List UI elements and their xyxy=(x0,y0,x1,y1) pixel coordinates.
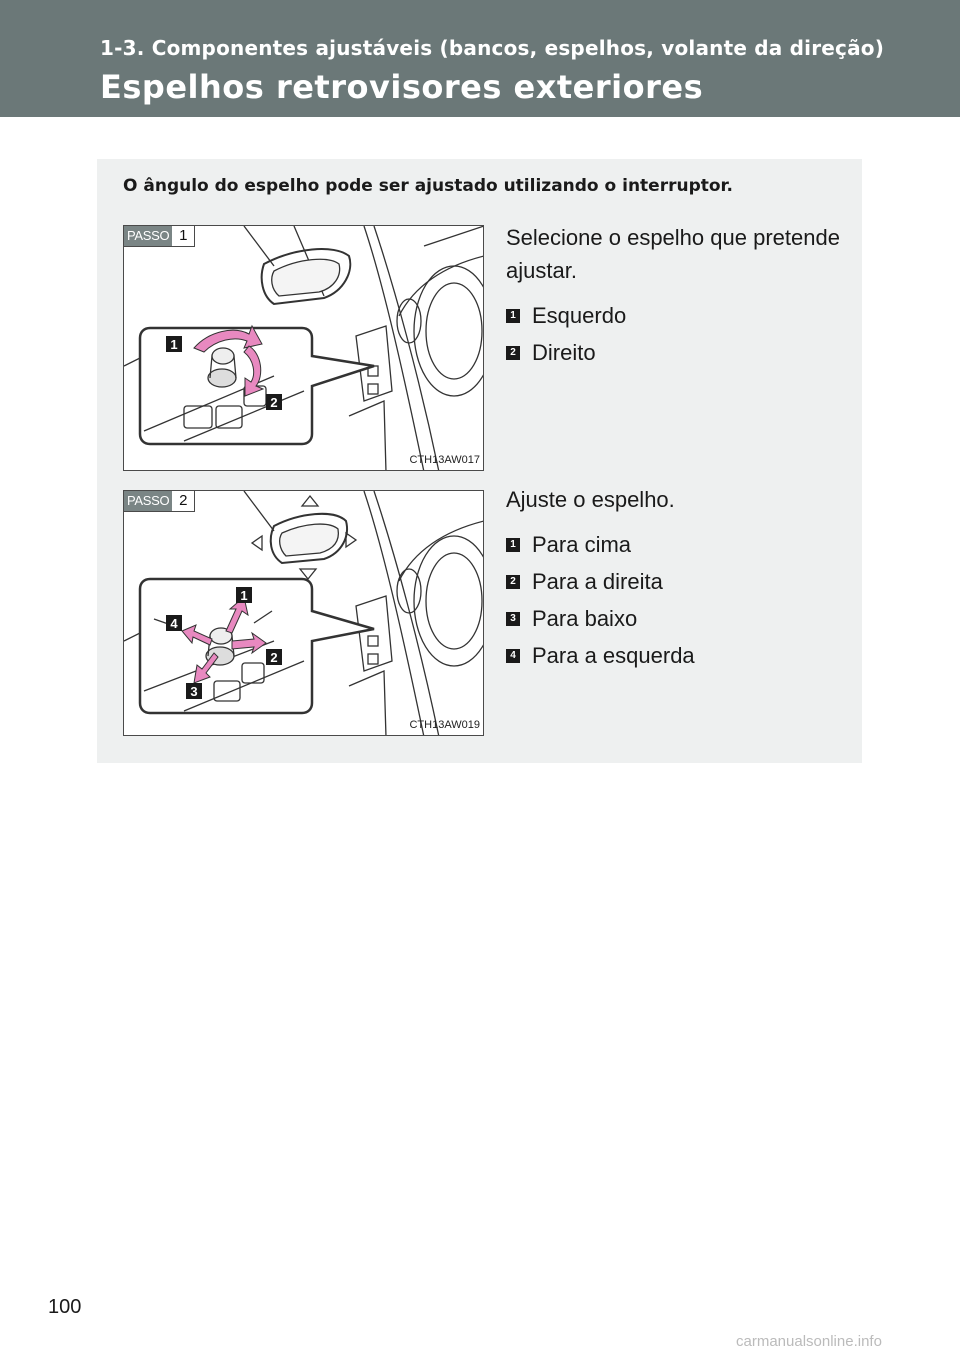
option-badge: 4 xyxy=(506,649,520,663)
option-item xyxy=(506,637,846,674)
step-1-text xyxy=(506,221,846,371)
instruction-panel xyxy=(97,159,862,763)
option-label: Para baixo xyxy=(532,605,638,631)
step-tag xyxy=(124,226,195,247)
step-tag-number: 1 xyxy=(172,226,194,246)
step-tag-word: PASSO xyxy=(124,491,172,511)
step-instruction: Ajuste o espelho. xyxy=(506,487,675,512)
step-1-figure xyxy=(123,225,484,471)
section-title: 1-3. Componentes ajustáveis (bancos, espelhos, volante da direção) xyxy=(100,36,885,60)
callout-label-2: 2 xyxy=(270,650,278,665)
option-label: Direito xyxy=(532,339,596,365)
option-badge: 1 xyxy=(506,309,520,323)
watermark: carmanualsonline.info xyxy=(736,1333,882,1350)
step-tag-number: 2 xyxy=(172,491,194,511)
option-item xyxy=(506,563,846,600)
mirror-select-illustration xyxy=(124,226,484,471)
figure-code: CTH13AW019 xyxy=(409,719,480,731)
option-item xyxy=(506,297,846,334)
callout-label-1: 1 xyxy=(170,337,178,352)
page-title: Espelhos retrovisores exteriores xyxy=(100,68,704,106)
callout-label-3: 3 xyxy=(190,684,198,699)
step-instruction: Selecione o espelho que pretende ajustar. xyxy=(506,225,840,283)
option-badge: 1 xyxy=(506,538,520,552)
option-label: Para a esquerda xyxy=(532,642,695,668)
page-header xyxy=(0,0,960,117)
option-item xyxy=(506,526,846,563)
option-item xyxy=(506,600,846,637)
step-tag xyxy=(124,491,195,512)
step-2-figure xyxy=(123,490,484,736)
option-label: Para cima xyxy=(532,531,632,557)
option-badge: 2 xyxy=(506,346,520,360)
page-number: 100 xyxy=(48,1296,82,1318)
option-badge: 2 xyxy=(506,575,520,589)
option-badge: 3 xyxy=(506,612,520,626)
option-label: Para a direita xyxy=(532,568,663,594)
mirror-adjust-illustration xyxy=(124,491,484,736)
option-label: Esquerdo xyxy=(532,302,627,328)
callout-label-4: 4 xyxy=(170,616,178,631)
step-tag-word: PASSO xyxy=(124,226,172,246)
figure-code: CTH13AW017 xyxy=(409,454,480,466)
option-item xyxy=(506,334,846,371)
callout-label-1: 1 xyxy=(240,588,248,603)
step-2-text xyxy=(506,483,846,674)
callout-label-2: 2 xyxy=(270,395,278,410)
intro-text: O ângulo do espelho pode ser ajustado utilizando o interruptor. xyxy=(123,176,733,196)
